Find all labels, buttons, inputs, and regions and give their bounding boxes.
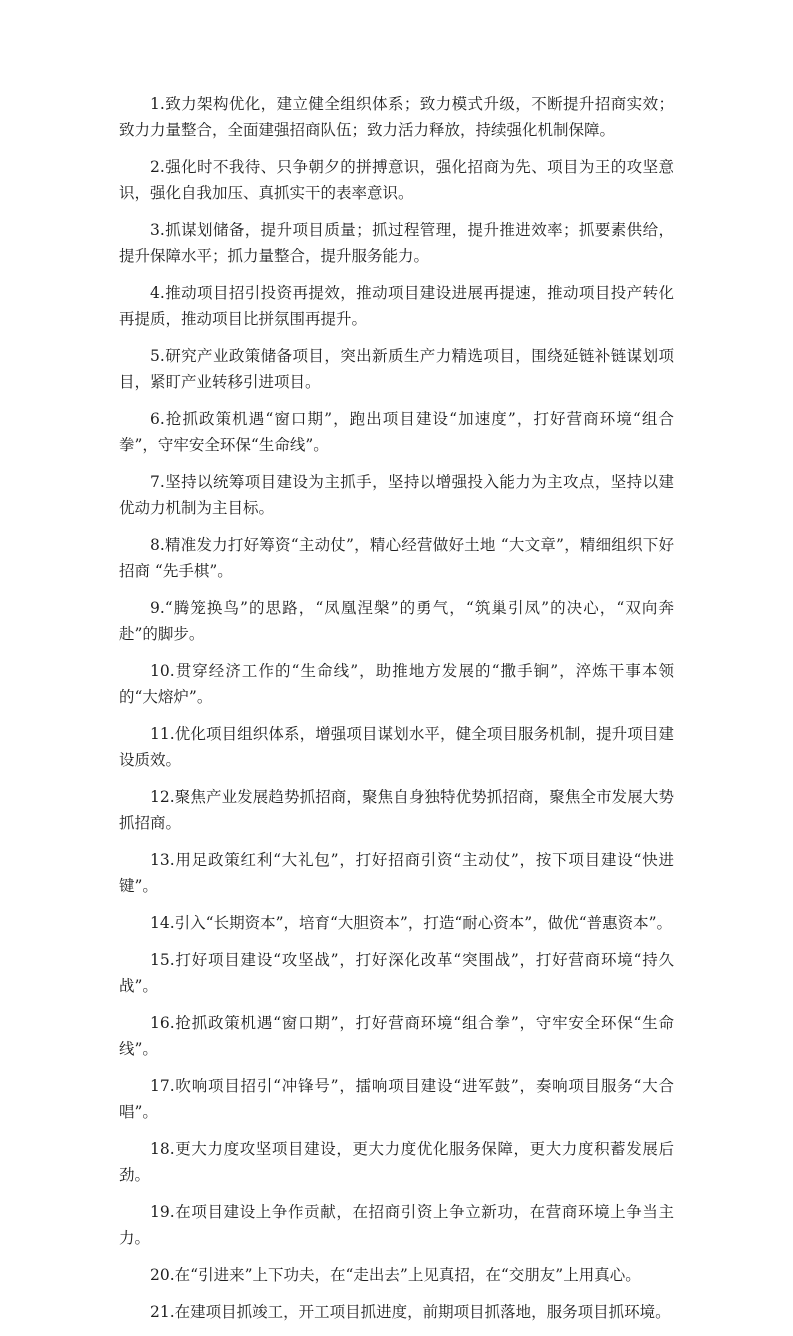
- paragraph-8: 8.精准发力打好筹资“主动仗”，精心经营做好土地 “大文章”，精细组织下好招商 “先手棋”。: [119, 536, 674, 580]
- paragraph-2: 2.强化时不我待、只争朝夕的拼搏意识，强化招商为先、项目为王的攻坚意识，强化自我加压、真抓实干的表率意识。: [119, 158, 674, 202]
- paragraph-13: 13.用足政策红利“大礼包”，打好招商引资“主动仗”，按下项目建设“快进键”。: [119, 851, 674, 895]
- paragraph-16: 16.抢抓政策机遇“窗口期”，打好营商环境“组合拳”，守牢安全环保“生命线”。: [119, 1014, 674, 1058]
- paragraph-4: 4.推动项目招引投资再提效，推动项目建设进展再提速，推动项目投产转化再提质，推动项目比拼氛围再提升。: [119, 284, 674, 328]
- paragraph-20: 20.在“引进来”上下功夫，在“走出去”上见真招，在“交朋友”上用真心。: [150, 1266, 641, 1284]
- document-body: [119, 91, 674, 1336]
- paragraph-7: 7.坚持以统筹项目建设为主抓手，坚持以增强投入能力为主攻点，坚持以建优动力机制为主目标。: [119, 473, 674, 517]
- paragraph-17: 17.吹响项目招引“冲锋号”，擂响项目建设“进军鼓”，奏响项目服务“大合唱”。: [119, 1077, 674, 1121]
- paragraph-3: 3.抓谋划储备，提升项目质量；抓过程管理，提升推进效率；抓要素供给，提升保障水平；抓力量整合，提升服务能力。: [119, 221, 674, 265]
- paragraph-11: 11.优化项目组织体系，增强项目谋划水平，健全项目服务机制，提升项目建设质效。: [119, 725, 674, 769]
- paragraph-1: 1.致力架构优化，建立健全组织体系；致力模式升级，不断提升招商实效；致力力量整合，全面建强招商队伍；致力活力释放，持续强化机制保障。: [119, 95, 674, 139]
- paragraph-21: 21.在建项目抓竣工，开工项目抓进度，前期项目抓落地，服务项目抓环境。: [150, 1303, 671, 1321]
- paragraph-19: 19.在项目建设上争作贡献，在招商引资上争立新功，在营商环境上争当主力。: [119, 1203, 674, 1247]
- paragraph-14: 14.引入“长期资本”，培育“大胆资本”，打造“耐心资本”，做优“普惠资本”。: [150, 914, 673, 932]
- paragraph-10: 10.贯穿经济工作的“生命线”，助推地方发展的“撒手锏”，淬炼干事本领的“大熔炉”。: [119, 662, 674, 706]
- paragraph-18: 18.更大力度攻坚项目建设，更大力度优化服务保障，更大力度积蓄发展后劲。: [119, 1140, 674, 1184]
- paragraph-5: 5.研究产业政策储备项目，突出新质生产力精选项目，围绕延链补链谋划项目，紧盯产业转移引进项目。: [119, 347, 674, 391]
- paragraph-15: 15.打好项目建设“攻坚战”，打好深化改革“突围战”，打好营商环境“持久战”。: [119, 951, 674, 995]
- paragraph-12: 12.聚焦产业发展趋势抓招商，聚焦自身独特优势抓招商，聚焦全市发展大势抓招商。: [119, 788, 674, 832]
- paragraph-9: 9.“腾笼换鸟”的思路，“凤凰涅槃”的勇气，“筑巢引凤”的决心，“双向奔赴”的脚步。: [119, 599, 674, 643]
- paragraph-6: 6.抢抓政策机遇“窗口期”，跑出项目建设“加速度”，打好营商环境“组合拳”，守牢安全环保“生命线”。: [119, 410, 674, 454]
